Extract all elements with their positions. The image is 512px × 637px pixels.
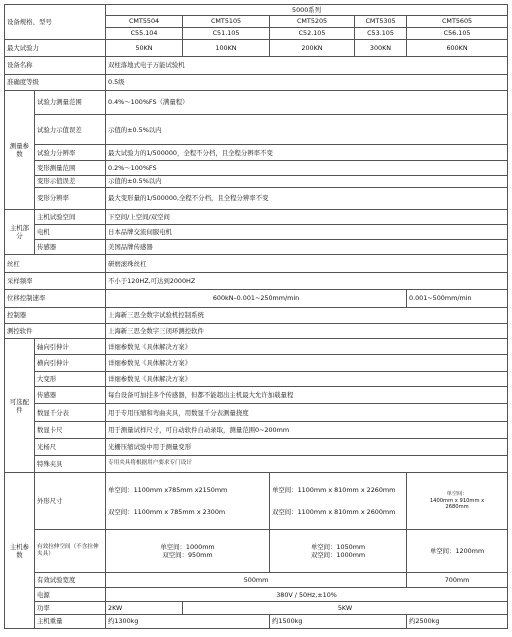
dims-line: 1400mm x 910mm x bbox=[429, 497, 485, 504]
accessory-value: 光栅压缩试验中用于测量变形 bbox=[106, 439, 508, 455]
stretch-value: 单空间：1200mm bbox=[407, 529, 508, 573]
stretch-value bbox=[270, 529, 407, 573]
accessories-group-label: 可选配件 bbox=[5, 339, 35, 473]
series-title: 5000系列 bbox=[106, 5, 508, 16]
model-cs: C51.105 bbox=[183, 27, 270, 39]
host-group-label: 主机部分 bbox=[5, 209, 35, 255]
row-label: 传感器 bbox=[35, 240, 106, 255]
dims-double: 双空间：1100mm x 785mm x 2300m bbox=[108, 507, 226, 516]
row-label: 设备名称 bbox=[5, 57, 106, 74]
measure-value: 最大变形量的1/500000,全程不分档，且全程分辨率不变 bbox=[106, 187, 508, 209]
row-label: 数显千分表 bbox=[35, 404, 106, 421]
dims-single: 单空间：1100mm x785mm x2150mm bbox=[108, 485, 228, 494]
row-label: 功率 bbox=[35, 601, 106, 614]
row-label: 试验力分辨率 bbox=[35, 145, 106, 160]
main-group-label: 主机参数 bbox=[5, 473, 35, 629]
power-value: 380V / 50Hz,±10% bbox=[106, 588, 508, 601]
row-label: 特殊夹具 bbox=[35, 455, 106, 472]
model-cmt: CMT5504 bbox=[106, 15, 183, 27]
sampling-value: 不小于120HZ,可达到2000HZ bbox=[106, 272, 508, 289]
row-label: 传感器 bbox=[35, 387, 106, 404]
dims-value bbox=[407, 473, 508, 530]
measure-value: 0.4%～100%FS（满量程） bbox=[106, 90, 508, 114]
row-label: 采样频率 bbox=[5, 272, 106, 289]
host-value: 下空间/上空间/双空间 bbox=[106, 209, 508, 224]
model-cmt: CMT5105 bbox=[183, 15, 270, 27]
model-cs: C53.105 bbox=[355, 27, 407, 39]
width-value: 700mm bbox=[407, 573, 508, 588]
measure-value: 最大试验力的1/500000，全程不分档，且全程分辨率不变 bbox=[106, 145, 508, 160]
row-label: 有效试验宽度 bbox=[35, 573, 106, 588]
wattage-value: 5KW bbox=[183, 601, 508, 614]
width-value: 500mm bbox=[106, 573, 407, 588]
measure-value: 0.2%～100%FS bbox=[106, 160, 508, 175]
accessory-value: 详细参数见《具体解决方案》 bbox=[106, 339, 508, 355]
speed-value-600: 0.001~500mm/min bbox=[407, 290, 508, 307]
row-label: 主机重量 bbox=[35, 614, 106, 628]
accessory-value: 每台设备可加挂多个传感器，但都不能超出主机最大允许加载量程 bbox=[106, 387, 508, 404]
row-label: 有效拉伸空间（不含拉伸夹具） bbox=[35, 529, 106, 573]
stretch-single: 单空间：1000mm bbox=[160, 542, 215, 551]
dims-value bbox=[106, 473, 270, 530]
dims-double: 双空间：1100mm x 810mm x 2600mm bbox=[272, 507, 396, 516]
row-label: 测控软件 bbox=[5, 323, 106, 338]
max-force-value: 50KN bbox=[106, 39, 183, 56]
measure-group-label: 测量参数 bbox=[5, 90, 35, 209]
row-label: 数显卡尺 bbox=[35, 421, 106, 438]
controller-value: 上海新三思全数字试验机控制系统 bbox=[106, 307, 508, 323]
dims-line: 单空间： bbox=[446, 491, 468, 498]
software-value: 上海新三思全数字三闭环测控软件 bbox=[106, 323, 508, 338]
dims-single: 单空间：1100mm x 810mm x 2260mm bbox=[272, 485, 396, 494]
model-cmt: CMT5205 bbox=[270, 15, 355, 27]
model-cs: C52.105 bbox=[270, 27, 355, 39]
max-force-value: 600KN bbox=[407, 39, 508, 56]
stretch-double: 双空间：1000mm bbox=[310, 550, 366, 559]
row-label: 试验力测量范围 bbox=[35, 90, 106, 114]
row-label: 变形测量范围 bbox=[35, 160, 106, 175]
max-force-value: 200KN bbox=[270, 39, 355, 56]
row-label: 轴向引伸计 bbox=[35, 339, 106, 355]
wattage-value: 2KW bbox=[106, 601, 183, 614]
host-value: 美国品牌传感器 bbox=[106, 240, 508, 255]
row-label: 外形尺寸 bbox=[35, 473, 106, 530]
weight-value: 约1300kg bbox=[106, 614, 270, 628]
row-label: 光杨尺 bbox=[35, 439, 106, 455]
row-label: 试验力示值误差 bbox=[35, 114, 106, 144]
accessory-value: 详细参数见《具体解决方案》 bbox=[106, 355, 508, 371]
accessory-value: 专用夹具将根据用户要求专门设计 bbox=[106, 455, 508, 472]
stretch-double: 双空间：950mm bbox=[162, 550, 213, 559]
row-label: 变形分辨率 bbox=[35, 187, 106, 209]
max-force-value: 300KN bbox=[355, 39, 407, 56]
row-label: 丝杠 bbox=[5, 255, 106, 272]
accessory-value: 详细参数见《具体解决方案》 bbox=[106, 371, 508, 386]
row-label: 横向引伸计 bbox=[35, 355, 106, 371]
device-name-value: 双柱落地式电子万能试验机 bbox=[106, 57, 508, 74]
stretch-value bbox=[106, 529, 270, 573]
row-label: 准确度等级 bbox=[5, 74, 106, 90]
spec-label-cell: 设备规格、型号 bbox=[5, 5, 106, 40]
row-label: 电机 bbox=[35, 224, 106, 239]
weight-value: 约1500kg bbox=[270, 614, 407, 628]
row-label: 电源 bbox=[35, 588, 106, 601]
dims-value bbox=[270, 473, 407, 530]
max-force-value: 100KN bbox=[183, 39, 270, 56]
measure-value: 示值的±0.5%以内 bbox=[106, 175, 508, 187]
model-cmt: CMT5605 bbox=[407, 15, 508, 27]
row-label: 大变形 bbox=[35, 371, 106, 386]
accessory-value: 用于专用压缩和弯曲夹具，用数显千分表测量挠度 bbox=[106, 404, 508, 421]
accuracy-value: 0.5级 bbox=[106, 74, 508, 90]
speed-value: 600kN–0.001~250mm/min bbox=[106, 290, 407, 307]
row-label: 最大试验力 bbox=[5, 39, 106, 56]
screw-value: 研磨滚珠丝杠 bbox=[106, 255, 508, 272]
row-label: 位移控制速率 bbox=[5, 290, 106, 307]
weight-value: 约2500kg bbox=[407, 614, 508, 628]
measure-value: 示值的±0.5%以内 bbox=[106, 114, 508, 144]
model-cmt: CMT5305 bbox=[355, 15, 407, 27]
row-label: 控制器 bbox=[5, 307, 106, 323]
model-cs: C56.105 bbox=[407, 27, 508, 39]
row-label: 变形示值误差 bbox=[35, 175, 106, 187]
host-value: 日本品牌交流伺服电机 bbox=[106, 224, 508, 239]
accessory-value: 用于测量试样尺寸，可自动软件自动录取，测量范围0~200mm bbox=[106, 421, 508, 438]
spec-table bbox=[4, 4, 508, 629]
dims-line: 2680mm bbox=[445, 504, 469, 511]
model-cs: C55.104 bbox=[106, 27, 183, 39]
stretch-single: 单空间：1050mm bbox=[310, 542, 366, 551]
row-label: 主机试验空间 bbox=[35, 209, 106, 224]
